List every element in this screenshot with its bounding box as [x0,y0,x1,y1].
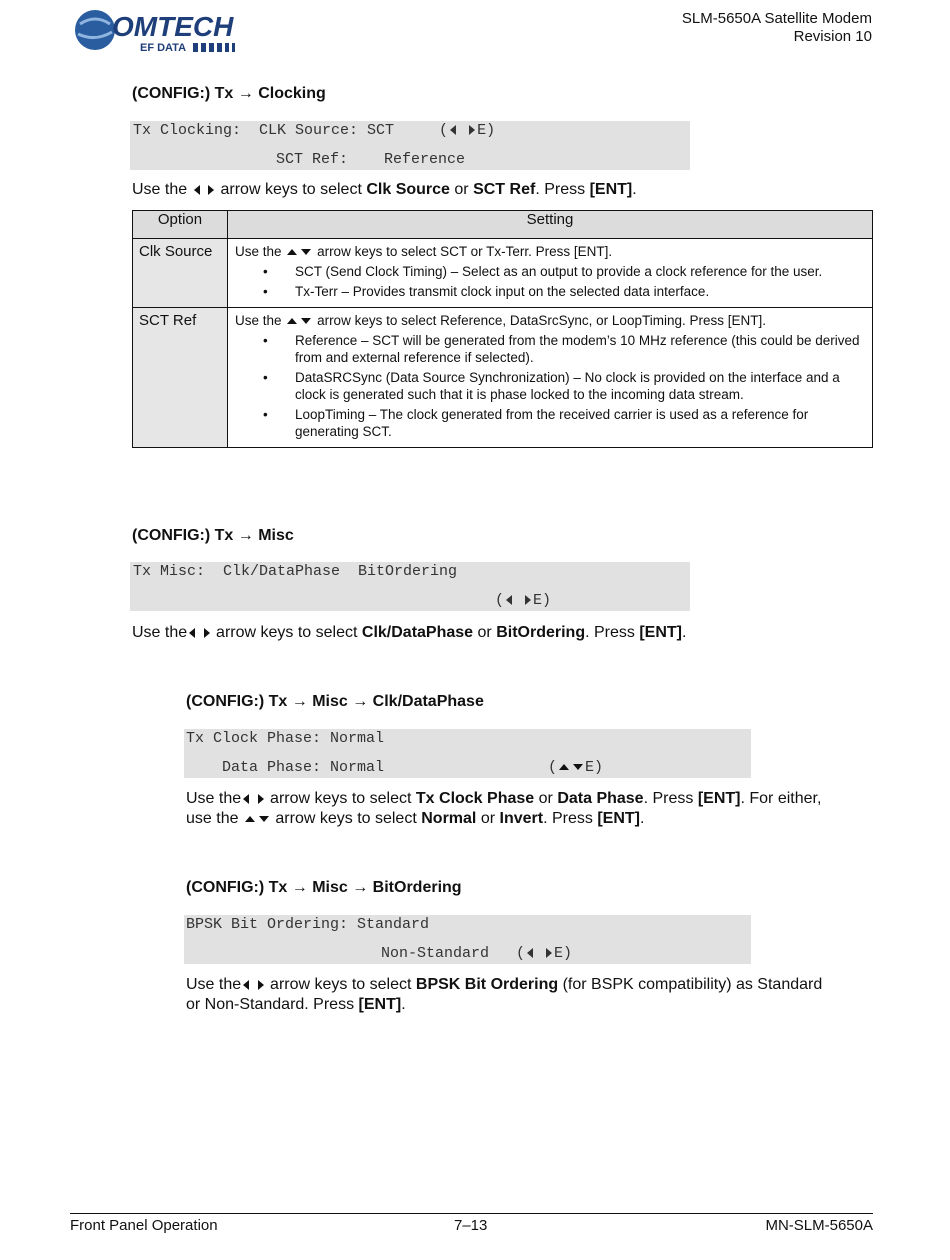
instruction-bitordering: Use the arrow keys to select BPSK Bit Ordering (for BSPK compatibility) as Standard or Non-Standard. Press [ENT]. [186,976,823,1013]
left-arrow-icon [194,185,200,195]
table-row [133,308,873,448]
down-arrow-icon [259,816,269,822]
list-item: • SCT (Send Clock Timing) – Select as an output to provide a clock reference for the user. [295,263,866,280]
footer-document-id: MN-SLM-5650A [765,1217,873,1234]
table-row [133,239,873,308]
lcd-display-clocking [130,121,690,170]
column-header-setting: Setting [228,211,873,239]
right-arrow-icon [546,948,552,958]
document-title: SLM-5650A Satellite Modem [681,10,872,27]
instruction-phase: Use the arrow keys to select Tx Clock Phase or Data Phase. Press [ENT]. For either, use the arrow keys to select Normal or Invert. Press [ENT]. [186,790,822,827]
right-arrow-icon [258,794,264,804]
left-arrow-icon [243,980,249,990]
footer-section-name: Front Panel Operation [70,1217,218,1234]
options-table [132,210,873,448]
lcd-line-2: Non-Standard ( E) [381,945,573,962]
left-arrow-icon [243,794,249,804]
left-arrow-icon [189,628,195,638]
lcd-display-misc [130,562,690,611]
comtech-logo-graphic [70,6,290,54]
down-arrow-icon [573,764,583,770]
svg-text:EF DATA: EF DATA [140,42,187,54]
right-arrow-icon [525,595,531,605]
setting-intro: Use the arrow keys to select SCT or Tx-Terr. Press [ENT]. [235,244,613,259]
lcd-line-1: Tx Misc: Clk/DataPhase BitOrdering [133,563,458,580]
up-arrow-icon [287,318,297,324]
section-heading-misc: (CONFIG:) Tx → Misc [132,527,294,544]
option-name: Clk Source [133,239,228,308]
section-heading-phase: (CONFIG:) Tx → Misc → Clk/DataPhase [186,693,484,710]
column-header-option: Option [133,211,228,239]
left-arrow-icon [506,595,512,605]
up-arrow-icon [287,249,297,255]
instruction-misc: Use the arrow keys to select Clk/DataPhase or BitOrdering. Press [ENT]. [132,624,687,641]
list-item: • LoopTiming – The clock generated from the received carrier is used as a reference for generating SCT. [295,406,866,440]
down-arrow-icon [301,318,311,324]
up-arrow-icon [245,816,255,822]
right-arrow-icon [204,628,210,638]
lcd-display-bitordering [184,915,751,964]
table-header-row [133,211,873,239]
down-arrow-icon [301,249,311,255]
list-item: • Tx-Terr – Provides transmit clock input on the selected data interface. [295,283,866,300]
lcd-display-phase [184,729,751,778]
lcd-line-1: Tx Clocking: CLK Source: SCT ( E) [133,122,496,139]
right-arrow-icon [258,980,264,990]
lcd-line-2: SCT Ref: Reference [276,151,466,168]
left-arrow-icon [527,948,533,958]
lcd-line-1: BPSK Bit Ordering: Standard [186,916,430,933]
up-arrow-icon [559,764,569,770]
list-item: • Reference – SCT will be generated from the modem’s 10 MHz reference (this could be derived from and external reference if selected). [295,332,866,366]
option-name: SCT Ref [133,308,228,448]
document-header [682,10,872,46]
lcd-line-2: Data Phase: Normal [186,759,385,776]
lcd-line-2: ( E) [495,592,552,609]
left-arrow-icon [450,125,456,135]
right-arrow-icon [469,125,475,135]
comtech-logo [70,6,290,54]
footer-divider [70,1213,873,1214]
lcd-line-2-keys: ( E) [548,759,604,776]
setting-intro: Use the arrow keys to select Reference, DataSrcSync, or LoopTiming. Press [ENT]. [235,313,766,328]
list-item: • DataSRCSync (Data Source Synchronization) – No clock is provided on the interface and a clock is generated such that it is phase locked to the incoming data stream. [295,369,866,403]
lcd-line-1: Tx Clock Phase: Normal [186,730,385,747]
section-heading-bitordering: (CONFIG:) Tx → Misc → BitOrdering [186,879,462,896]
right-arrow-icon [208,185,214,195]
section-heading-clocking: (CONFIG:) Tx → Clocking [132,85,326,102]
document-revision: Revision 10 [793,28,872,45]
svg-text:OMTECH: OMTECH [112,11,234,42]
footer-page-number: 7–13 [454,1217,488,1234]
option-setting [228,308,873,448]
option-setting [228,239,873,308]
instruction-clocking: Use the arrow keys to select Clk Source or SCT Ref. Press [ENT]. [132,181,637,198]
